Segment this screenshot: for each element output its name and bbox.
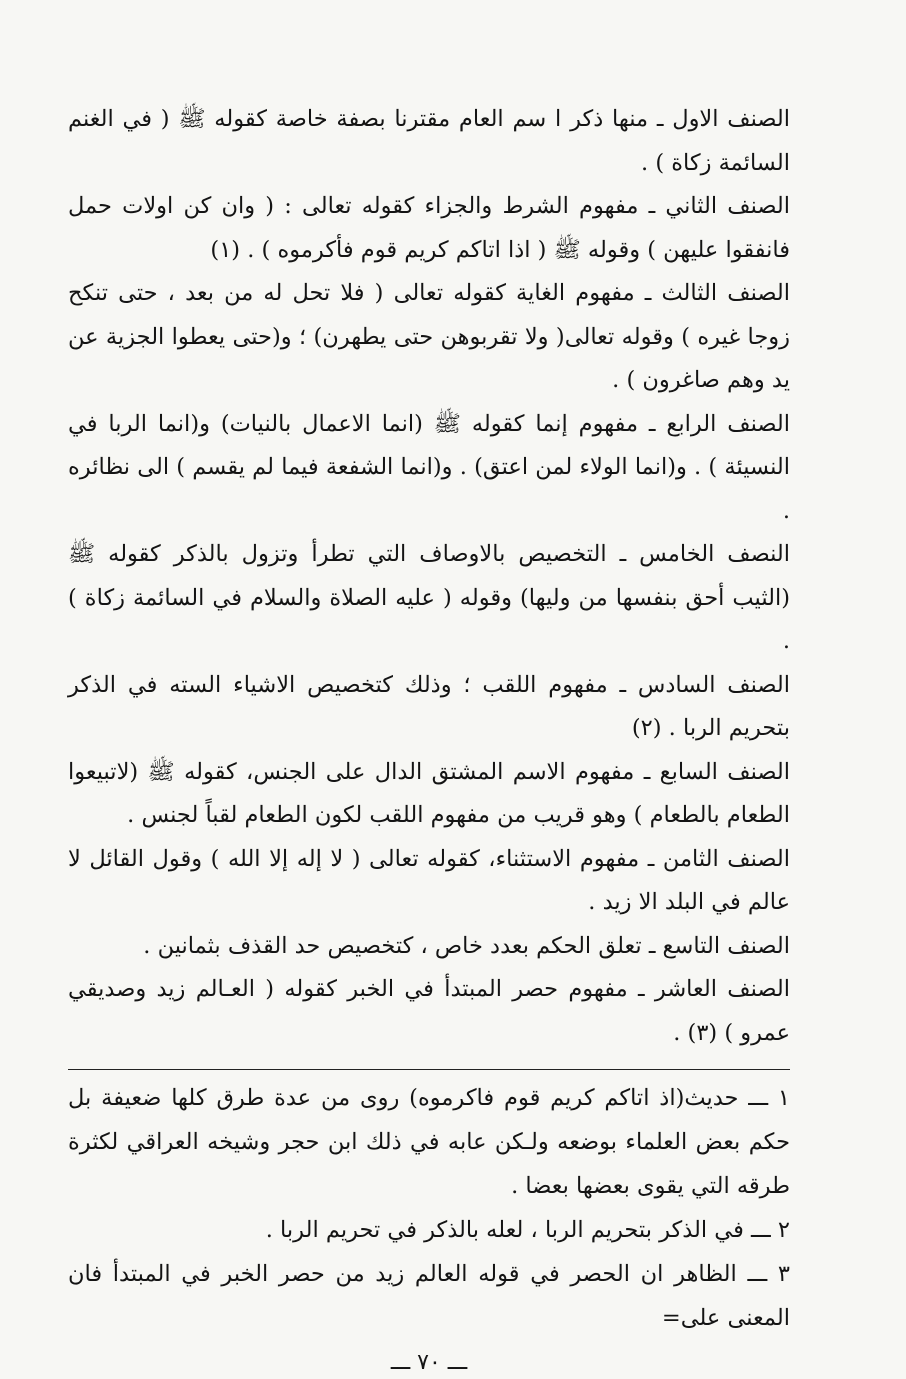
paragraph-7: الصنف السابع ـ مفهوم الاسم المشتق الدال على الجنس، كقوله ﷺ (لاتبيعوا الطعام بالطعام ) وهو قريب من مفهوم اللقب لكون الطعام لقباً لجنس . [68, 758, 790, 828]
main-text [68, 98, 790, 1055]
page-number: ـــ ٧٠ ـــ [390, 1350, 468, 1375]
footnotes-section [68, 1069, 790, 1340]
paragraph-9: الصنف التاسع ـ تعلق الحكم بعدد خاص ، كتخصيص حد القذف بثمانين . [143, 932, 790, 959]
paragraph-3: الصنف الثالث ـ مفهوم الغاية كقوله تعالى ( فلا تحل له من بعد ، حتى تنكح زوجا غيره ) وقوله تعالى( ولا تقربوهن حتى يطهرن) ؛ و(حتى يعطوا الجزية عن يد وهم صاغرون ) . [68, 280, 790, 393]
footnote-2: ٢ ـــ في الذكر بتحريم الربا ، لعله بالذكر في تحريم الربا . [265, 1217, 790, 1243]
paragraph-5: النصف الخامس ـ التخصيص بالاوصاف التي تطرأ وتزول بالذكر كقوله ﷺ (الثيب أحق بنفسها من وليها) وقوله ( عليه الصلاة والسلام في السائمة زكاة ) . [68, 541, 790, 654]
paragraph-4: الصنف الرابع ـ مفهوم إنما كقوله ﷺ (انما الاعمال بالنيات) و(انما الربا في النسيئة ) . و(انما الولاء لمن اعتق) . و(انما الشفعة فيما لم يقسم ) الى نظائره . [68, 410, 790, 524]
paragraph-10: الصنف العاشر ـ مفهوم حصر المبتدأ في الخبر كقوله ( العـالم زيد وصديقي عمرو ) (٣) . [68, 976, 790, 1046]
paragraph-1: الصنف الاول ـ منها ذكر ا سم العام مقترنا بصفة خاصة كقوله ﷺ ( في الغنم السائمة زكاة ) . [68, 106, 790, 176]
paragraph-2: الصنف الثاني ـ مفهوم الشرط والجزاء كقوله تعالى : ( وان كن اولات حمل فانفقوا عليهن ) وقوله ﷺ ( اذا اتاكم كريم قوم فأكرموه ) . (١) [68, 193, 790, 263]
paragraph-6: الصنف السادس ـ مفهوم اللقب ؛ وذلك كتخصيص الاشياء السته في الذكر بتحريم الربا . (٢) [68, 671, 790, 741]
footnote-3: ٣ ـــ الظاهر ان الحصر في قوله العالم زيد من حصر الخبر في المبتدأ فان المعنى على= [68, 1261, 790, 1331]
footnote-1: ١ ـــ حديث(اذ اتاكم كريم قوم فاكرموه) روى من عدة طرق كلها ضعيفة بل حكم بعض العلماء بوضعه ولـكن عابه في ذلك ابن حجر وشيخه العراقي لكثرة طرقه التي يقوى بعضها بعضا . [68, 1085, 790, 1199]
paragraph-8: الصنف الثامن ـ مفهوم الاستثناء، كقوله تعالى ( لا إله إلا الله ) وقول القائل لا عالم في البلد الا زيد . [68, 845, 790, 915]
